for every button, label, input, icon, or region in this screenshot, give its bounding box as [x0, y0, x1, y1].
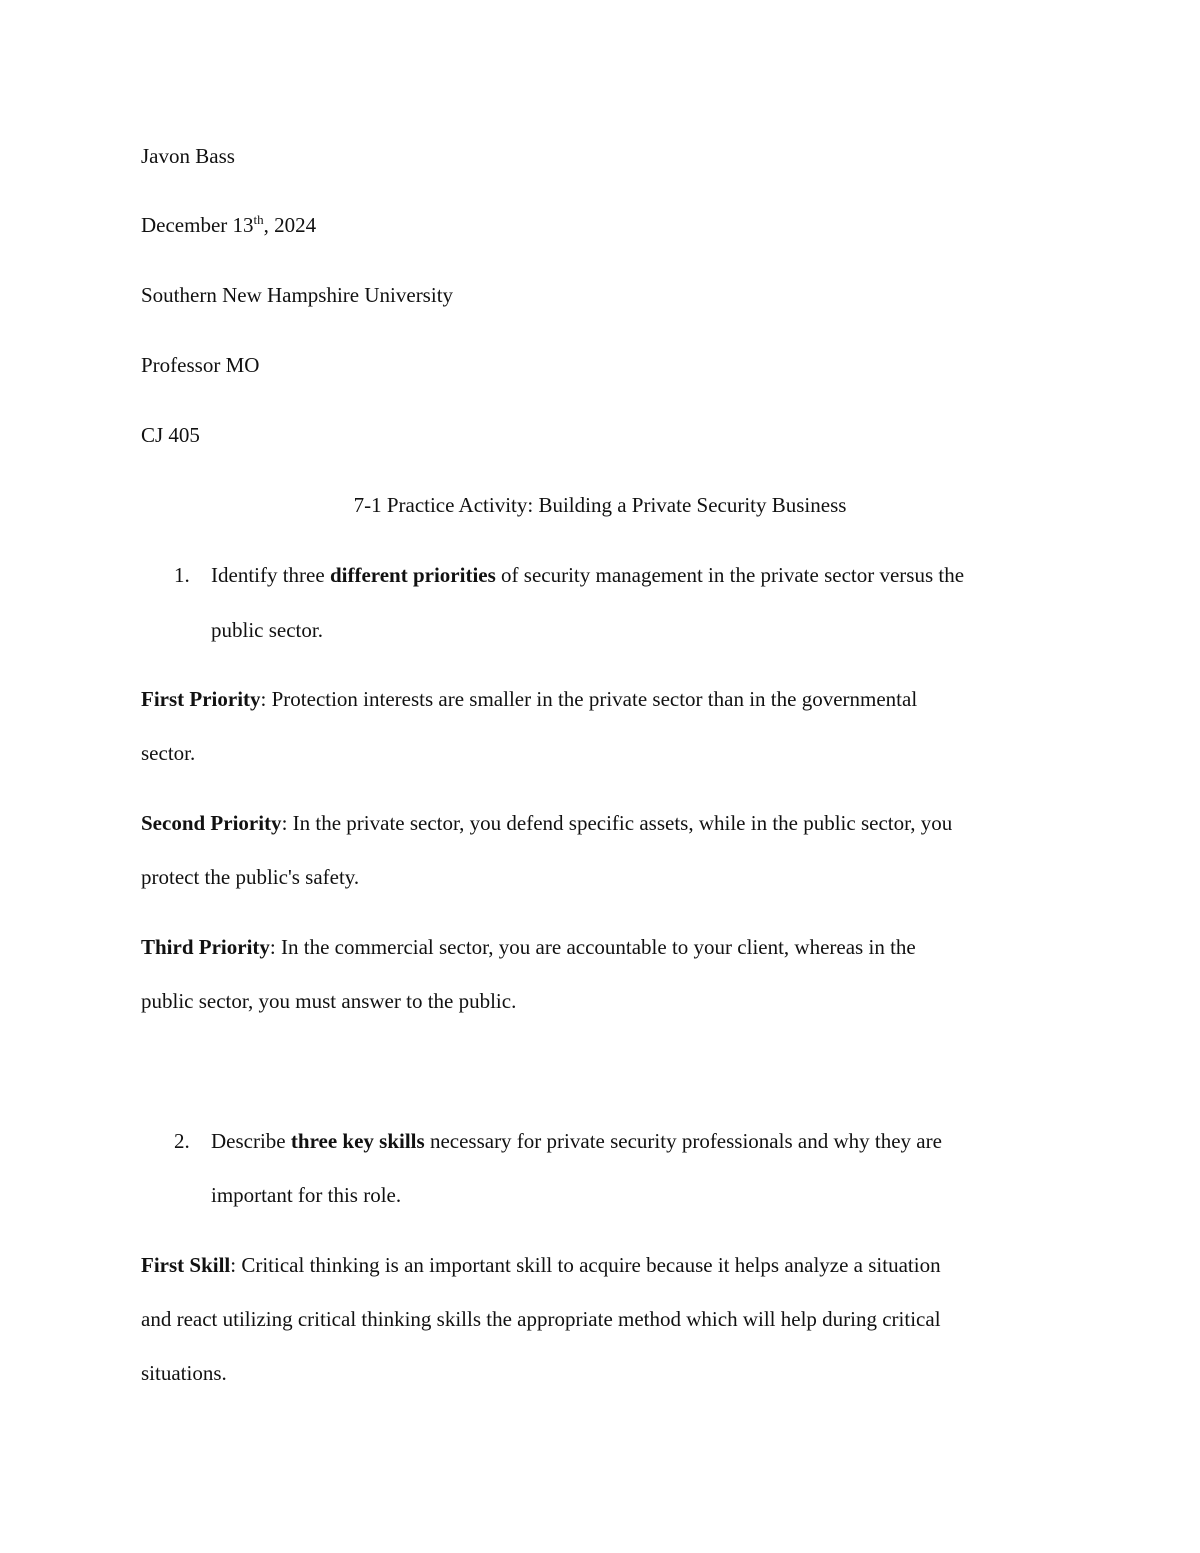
course-code: CJ 405 [141, 423, 200, 447]
school-name: Southern New Hampshire University [141, 283, 454, 307]
priority-3-label: Third Priority [141, 935, 270, 959]
skill-1-line-1 [141, 1251, 941, 1279]
priority-2-line-1 [141, 809, 952, 837]
question-1-line-2: public sector. [211, 618, 323, 642]
question-2-text-a: Describe [211, 1129, 291, 1153]
date-ordinal: th [253, 212, 264, 227]
priority-2-label: Second Priority [141, 811, 282, 835]
priority-3-text: : In the commercial sector, you are accountable to your client, whereas in the [269, 935, 916, 959]
author-name: Javon Bass [141, 144, 235, 168]
professor-name: Professor MO [141, 353, 260, 377]
question-2-line-2: important for this role. [211, 1183, 402, 1207]
priority-1-line-2: sector. [141, 741, 196, 765]
submission-date [141, 211, 316, 239]
question-2-line-1 [211, 1127, 942, 1155]
priority-1-line-1 [141, 685, 917, 713]
question-1-number: 1. [174, 563, 190, 587]
question-2-emphasis: three key skills [290, 1129, 425, 1153]
question-2-number: 2. [174, 1129, 190, 1153]
skill-1-text: : Critical thinking is an important skill to acquire because it helps analyze a situation [230, 1253, 941, 1277]
priority-2-text: : In the private sector, you defend specific assets, while in the public sector, you [281, 811, 953, 835]
document-title: 7-1 Practice Activity: Building a Private Security Business [353, 493, 847, 517]
question-1-text-a: Identify three [211, 563, 330, 587]
skill-1-line-3: situations. [141, 1361, 227, 1385]
question-1-text-b: of security management in the private sector versus the [495, 563, 965, 587]
skill-1-line-2: and react utilizing critical thinking skills the appropriate method which will help during critical [141, 1307, 941, 1331]
date-text: December 13 [141, 213, 254, 237]
priority-3-line-2: public sector, you must answer to the public. [141, 989, 517, 1013]
priority-3-line-1 [141, 933, 916, 961]
question-1-emphasis: different priorities [329, 563, 496, 587]
priority-1-label: First Priority [141, 687, 261, 711]
date-year: , 2024 [263, 213, 317, 237]
priority-1-text: : Protection interests are smaller in the private sector than in the governmental [260, 687, 918, 711]
question-1-line-1 [211, 561, 964, 589]
skill-1-label: First Skill [141, 1253, 231, 1277]
question-2-text-b: necessary for private security professionals and why they are [424, 1129, 942, 1153]
priority-2-line-2: protect the public's safety. [141, 865, 360, 889]
